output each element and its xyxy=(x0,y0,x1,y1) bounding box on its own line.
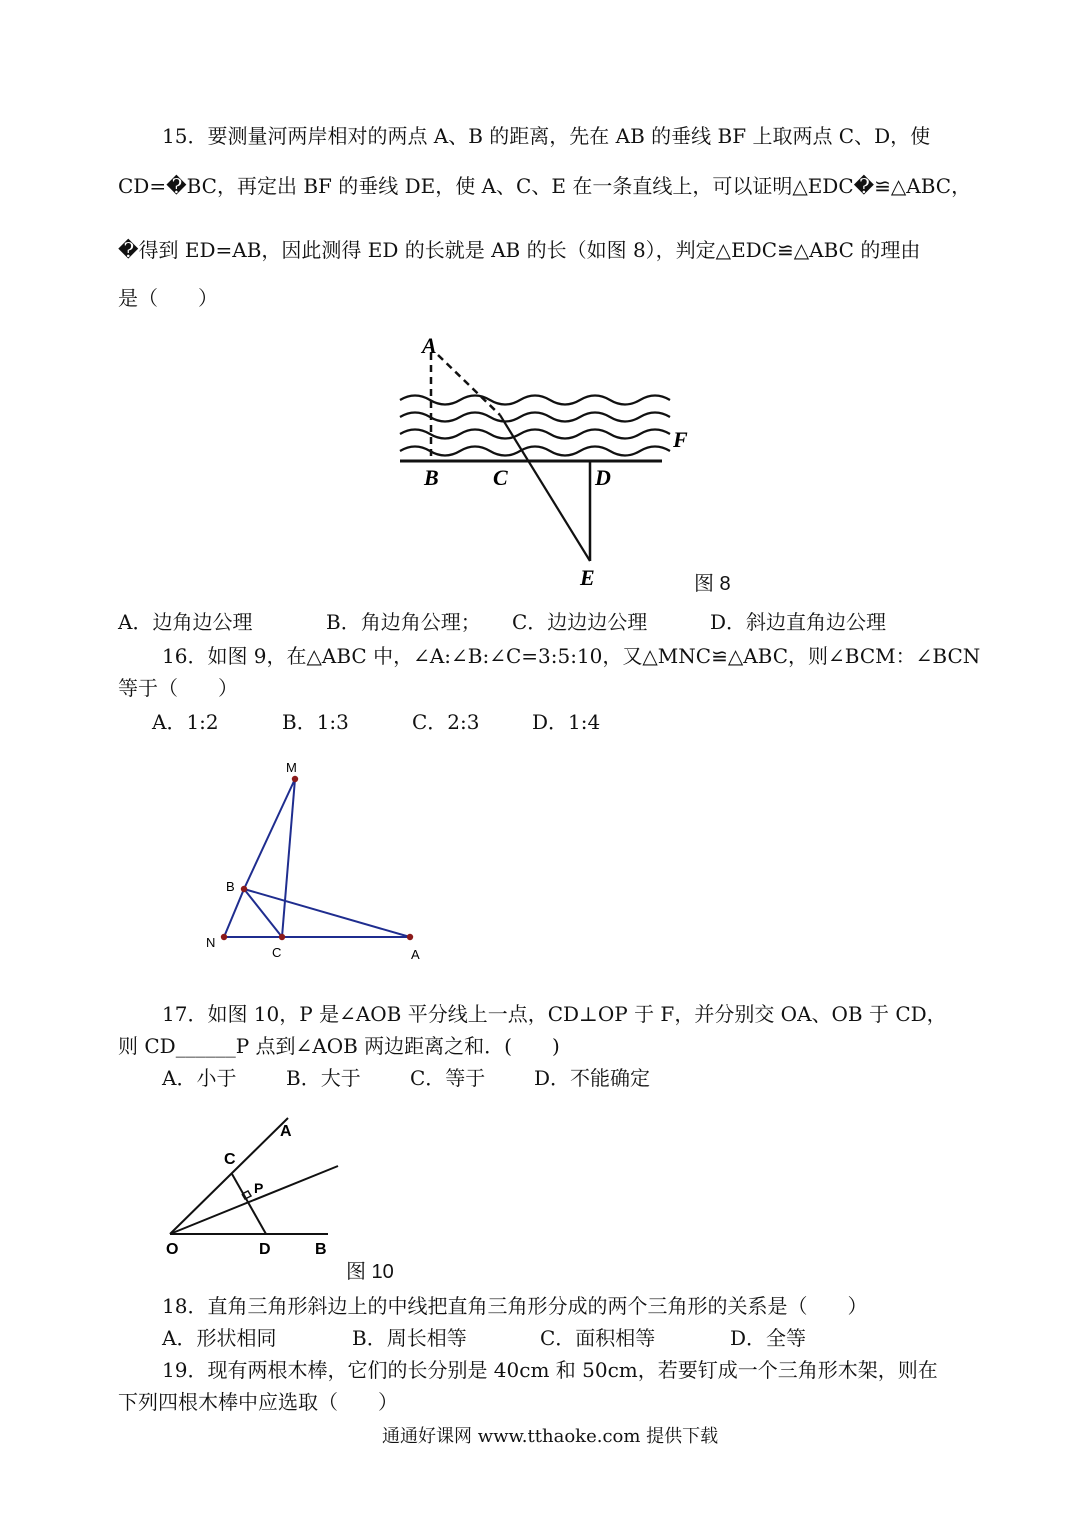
q19-line-1: 19．现有两根木棒，它们的长分别是 40cm 和 50cm，若要钉成一个三角形木架，则在 xyxy=(162,1358,938,1382)
river-wave-2 xyxy=(400,413,670,422)
bisector-OP xyxy=(170,1166,338,1234)
label-C: C xyxy=(493,465,508,490)
figure-9-triangles xyxy=(200,755,440,965)
q19-line-2: 下列四根木棒中应选取（ ） xyxy=(118,1390,398,1414)
footer-text: 通通好课网 www.tthaoke.com 提供下载 xyxy=(382,1426,719,1447)
q16-line-1: 16．如图 9，在△ABC 中，∠A:∠B:∠C=3:5:10，又△MNC≌△ABC，则∠BCM：∠BCN xyxy=(162,644,981,668)
point-A xyxy=(407,934,413,940)
point-M xyxy=(292,776,298,782)
q17-line-1: 17．如图 10，P 是∠AOB 平分线上一点，CD⊥OP 于 F，并分别交 OA、OB 于 CD， xyxy=(162,1002,947,1026)
ray-OA xyxy=(170,1118,288,1234)
q15-option-d: D．斜边直角边公理 xyxy=(710,610,887,634)
figure-8-river-diagram xyxy=(390,325,750,600)
segment-BN xyxy=(224,889,244,937)
q15-line-4: 是（ ） xyxy=(118,286,218,310)
segment-BC xyxy=(244,889,282,937)
q15-option-a: A．边角边公理 xyxy=(118,610,253,634)
label-A: A xyxy=(280,1123,292,1140)
q17-option-b: B．大于 xyxy=(286,1066,361,1090)
figure-8-caption: 图 8 xyxy=(694,573,731,595)
q16-option-d: D．1:4 xyxy=(532,710,601,734)
label-N: N xyxy=(206,935,216,950)
point-B xyxy=(241,886,247,892)
q15-line-2: CD=�BC，再定出 BF 的垂线 DE，使 A、C、E 在一条直线上，可以证明△EDC�≌△ABC， xyxy=(118,174,972,198)
river-wave-1 xyxy=(400,396,670,405)
segment-BA xyxy=(244,889,410,937)
label-A: A xyxy=(411,947,420,962)
label-M: M xyxy=(286,760,297,775)
q15-option-c: C．边边边公理 xyxy=(512,610,648,634)
label-D: D xyxy=(595,465,611,490)
q15-line-1: 15．要测量河两岸相对的两点 A、B 的距离，先在 AB 的垂线 BF 上取两点 C、D，使 xyxy=(162,124,931,148)
point-C xyxy=(279,934,285,940)
q17-option-a: A．小于 xyxy=(162,1066,237,1090)
q15-line-3: �得到 ED=AB，因此测得 ED 的长就是 AB 的长（如图 8），判定△EDC≌△ABC 的理由 xyxy=(118,238,921,262)
label-F: F xyxy=(673,427,688,452)
label-B: B xyxy=(315,1241,327,1258)
q17-line-2: 则 CD______P 点到∠AOB 两边距离之和．( ) xyxy=(118,1034,560,1058)
q16-line-2: 等于（ ） xyxy=(118,676,238,700)
q15-option-b: B．角边角公理； xyxy=(326,610,481,634)
label-C: C xyxy=(272,945,282,960)
q18-option-c: C．面积相等 xyxy=(540,1326,656,1350)
label-D: D xyxy=(259,1241,271,1258)
label-C: C xyxy=(224,1151,236,1168)
dashed-ac xyxy=(438,355,500,415)
label-B: B xyxy=(226,879,235,894)
q16-option-a: A．1:2 xyxy=(152,710,219,734)
figure-10-angle-bisector xyxy=(160,1110,360,1260)
river-wave-4 xyxy=(400,447,670,456)
q18-option-a: A．形状相同 xyxy=(162,1326,277,1350)
q18-option-d: D．全等 xyxy=(730,1326,807,1350)
q18-line-1: 18．直角三角形斜边上的中线把直角三角形分成的两个三角形的关系是（ ） xyxy=(162,1294,868,1318)
label-B: B xyxy=(424,465,439,490)
river-wave-3 xyxy=(400,430,670,439)
point-N xyxy=(221,934,227,940)
q17-option-d: D．不能确定 xyxy=(534,1066,651,1090)
q16-option-c: C．2:3 xyxy=(412,710,480,734)
q18-option-b: B．周长相等 xyxy=(352,1326,467,1350)
label-E: E xyxy=(580,565,595,590)
q16-option-b: B．1:3 xyxy=(282,710,349,734)
q17-option-c: C．等于 xyxy=(410,1066,486,1090)
figure-10-caption: 图 10 xyxy=(346,1261,394,1283)
label-O: O xyxy=(166,1241,179,1258)
label-A: A xyxy=(422,333,437,358)
label-P: P xyxy=(254,1180,264,1196)
